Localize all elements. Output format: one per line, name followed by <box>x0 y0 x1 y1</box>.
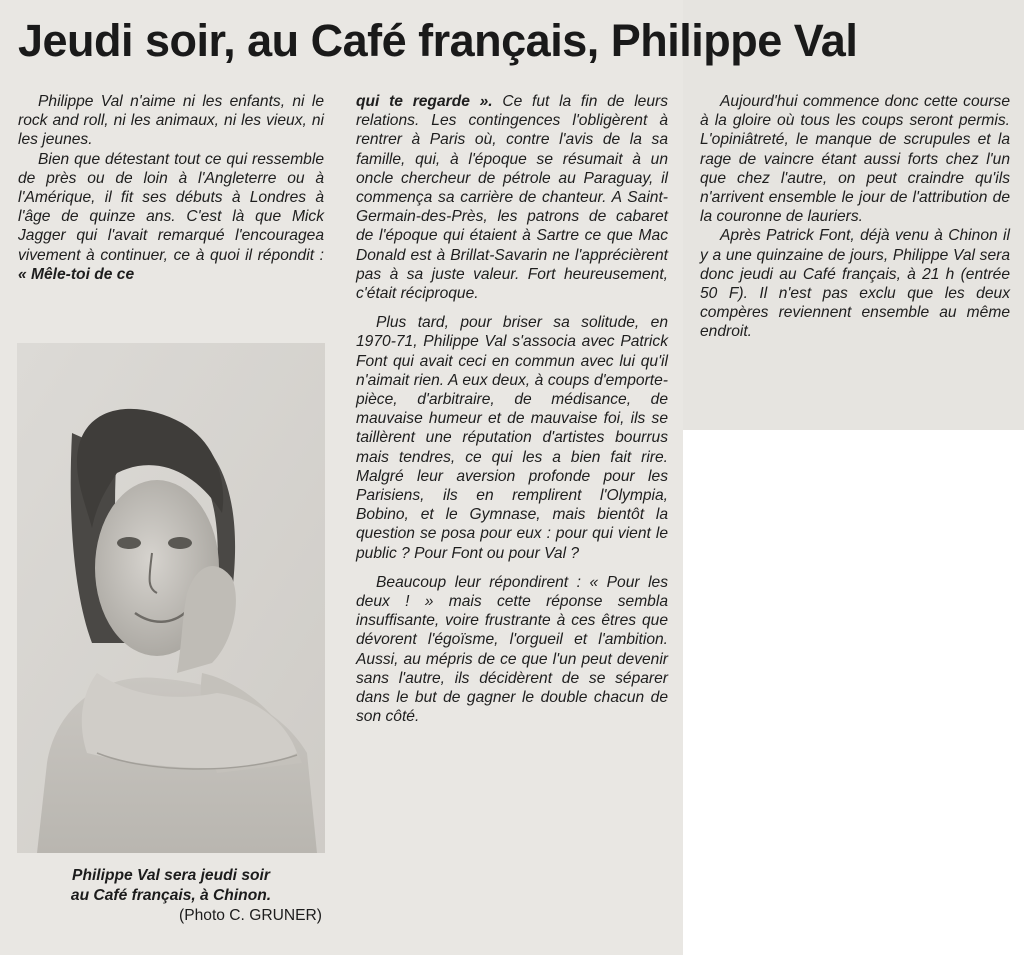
paragraph: Beaucoup leur répondirent : « Pour les deux ! » mais cette réponse sembla insuffisante, voire frustrante à ces êtres que dévorent l'égoïsme, l'orgueil et l'ambition. Aussi, au mépris de ce que l'un peut devenir sans l'autre, ils décidèrent de se séparer dans le but de gagner le double chacun de son côté. <box>356 573 668 726</box>
portrait-image <box>17 343 325 853</box>
article-headline: Jeudi soir, au Café français, Philippe Val <box>18 15 858 66</box>
caption-line: Philippe Val sera jeudi soir <box>72 867 270 884</box>
quote-end: qui te regarde ». <box>356 93 493 110</box>
paragraph-text: Ce fut la fin de leurs relations. Les contingences l'obligèrent à rentrer à Paris où, contre l'avis de la sa famille, qui, à l'époque se résumait à un oncle chercheur de pétrole au Paraguay, il commença sa carrière de chanteur. A Saint-Germain-des-Près, les patrons de cabaret de l'époque qui étaient à Sartre ce que Mac Donald est à Brillat-Savarin ne l'apprécièrent pas à sa juste valeur. Fort heureusement, c'était réciproque. <box>356 93 668 303</box>
caption-line: au Café français, à Chinon. <box>70 887 272 904</box>
paragraph: Aujourd'hui commence donc cette course à la gloire où tous les coups seront permis. L'opiniâtreté, le manque de scrupules et la rage de vaincre étant aussi forts chez l'un que chez l'autre, on peut craindre qu'ils n'arrivent ensemble le jour de l'attribution de la couronne de lauriers. <box>700 93 1010 226</box>
quote-start: « Mêle-toi de ce <box>18 265 135 283</box>
paragraph: Plus tard, pour briser sa solitude, en 1970-71, Philippe Val s'associa avec Patrick Font qui avait ceci en commun avec lui qu'il n'aimait rien. A eux deux, à coups d'emporte-pièce, d'arbitraire, de médisance, de mauvaise humeur et de mauvaise foi, ils se taillèrent une réputation d'artistes bourrus mais tendres, ce qui les a bien fait rire. Malgré leur aversion profonde pour les Parisiens, ils en remplirent l'Olympia, Bobino, et le Gymnase, mais bientôt la question se posa pour eux : pour qui vient le public ? Pour Font ou pour Val ? <box>356 314 668 562</box>
article-column-2 <box>356 92 668 727</box>
portrait-photo <box>17 343 325 853</box>
paragraph: Philippe Val n'aime ni les enfants, ni le rock and roll, ni les animaux, ni les vieux, ni les jeunes. <box>18 93 324 149</box>
paragraph <box>356 92 668 303</box>
photo-caption <box>18 866 324 926</box>
paragraph: Après Patrick Font, déjà venu à Chinon il y a une quinzaine de jours, Philippe Val sera donc jeudi au Café français, à 21 h (entrée 50 F). Il n'est pas exclu que les deux compères reviennent ensemble au même endroit. <box>700 227 1010 341</box>
article-column-1 <box>18 92 324 284</box>
photo-credit: (Photo C. GRUNER) <box>179 907 322 924</box>
paragraph <box>18 150 324 284</box>
paragraph-text: Bien que détestant tout ce qui ressemble de près ou de loin à l'Angleterre ou à l'Amérique, il fit ses débuts à Londres à l'âge de quinze ans. C'est là que Mick Jagger qui l'avait remarqué l'encouragea vivement à continuer, ce à quoi il répondit : <box>18 150 324 264</box>
article-column-3 <box>700 92 1010 342</box>
